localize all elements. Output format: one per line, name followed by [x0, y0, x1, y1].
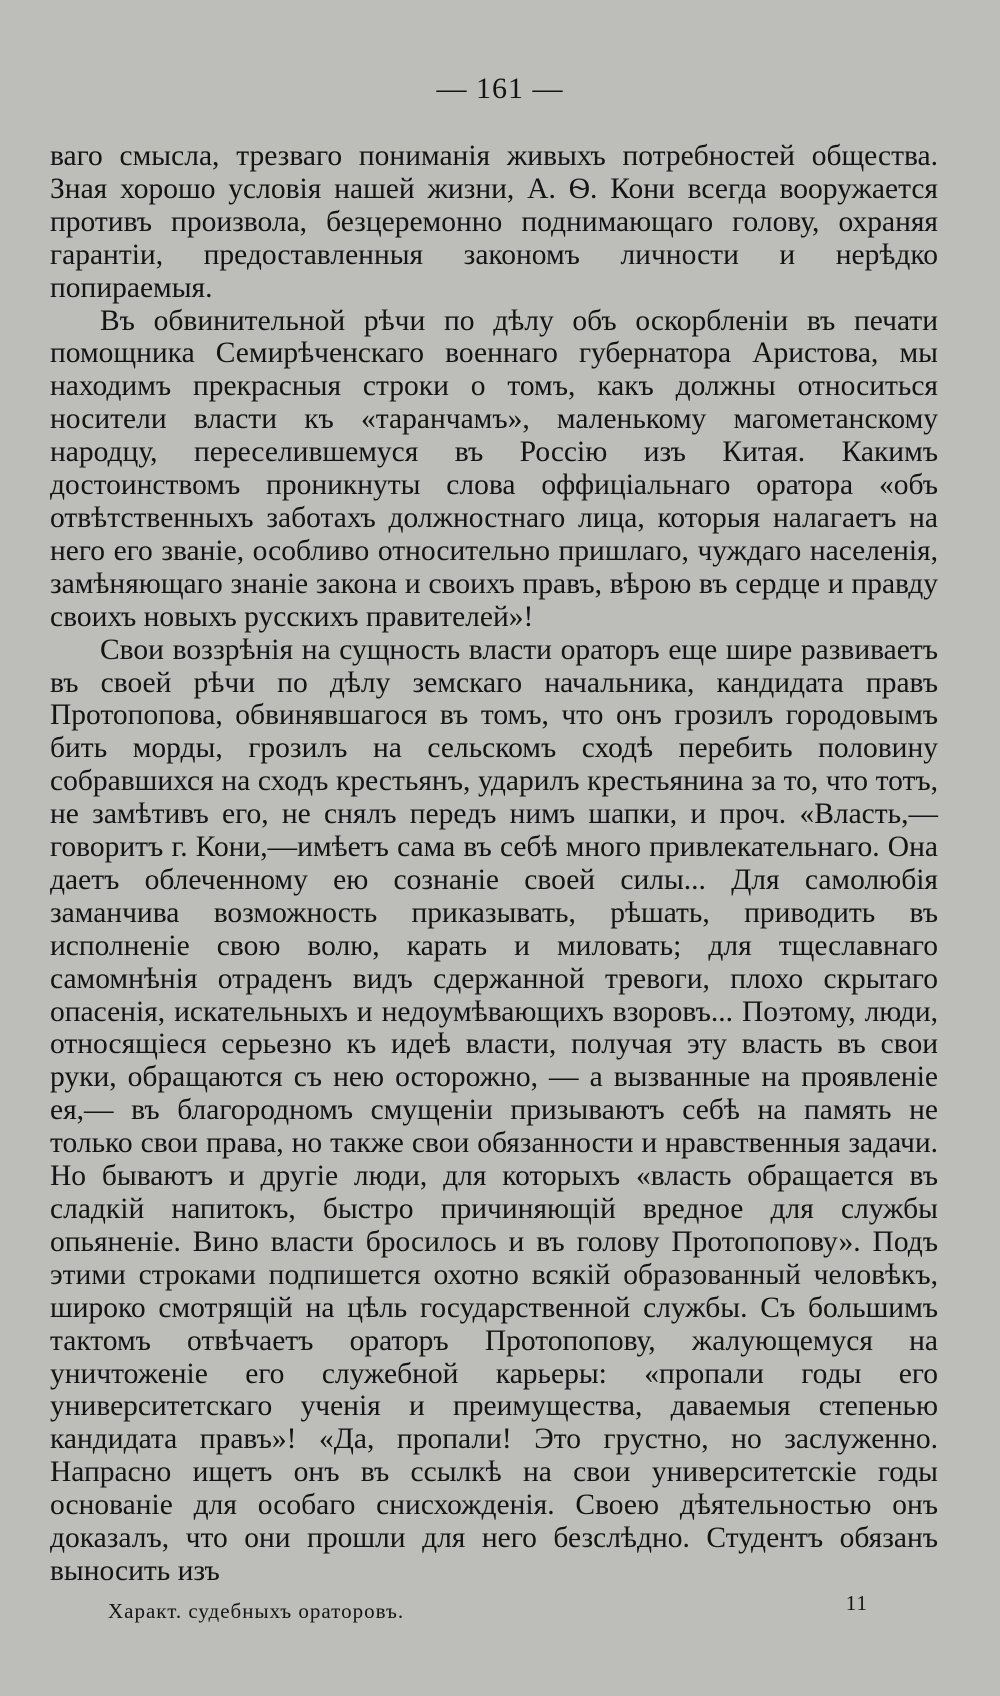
page-number: — 161 —: [436, 72, 564, 105]
signature-mark: Характ. судебныхъ ораторовъ.: [108, 1599, 405, 1623]
paragraph-2: Въ обвинительной рѣчи по дѣлу объ оскорбленіи въ печати помощника Семирѣченскаго военнаго губернатора Аристова, мы находимъ прекрасныя строки о томъ, какъ должны относиться носители власти къ «таранчамъ», маленькому магометанскому народцу, переселившемуся въ Россію изъ Китая. Какимъ достоинствомъ проникнуты слова оффиціальнаго оратора «объ отвѣтственныхъ заботахъ должностнаго лица, которыя налагаетъ на него его званіе, особливо относительно пришлаго, чуждаго населенія, замѣняющаго знаніе закона и своихъ правъ, вѣрою въ сердце и правду своихъ новыхъ русскихъ правителей»!: [50, 304, 938, 633]
paragraph-1: ваго смысла, трезваго пониманія живыхъ потребностей общества. Зная хорошо условія нашей жизни, А. Ѳ. Кони всегда вооружается противъ произвола, безцеремонно поднимающаго голову, охраняя гарантіи, предоставленныя закономъ личности и нерѣдко попираемыя.: [50, 140, 938, 304]
sheet-number: 11: [845, 1591, 868, 1615]
body-text: [50, 140, 938, 1588]
paragraph-3: Свои воззрѣнія на сущность власти ораторъ еще шире развиваетъ въ своей рѣчи по дѣлу земскаго начальника, кандидата правъ Протопопова, обвинявшагося въ томъ, что онъ грозилъ городовымъ бить морды, грозилъ на сельскомъ сходѣ перебить половину собравшихся на сходъ крестьянъ, ударилъ крестьянина за то, что тотъ, не замѣтивъ его, не снялъ передъ нимъ шапки, и проч. «Власть,— говоритъ г. Кони,—имѣетъ сама въ себѣ много привлекательнаго. Она даетъ облеченному ею сознаніе своей силы... Для самолюбія заманчива возможность приказывать, рѣшать, приводить въ исполненіе свою волю, карать и миловать; для тщеславнаго самомнѣнія отраденъ видъ сдержанной тревоги, плохо скрытаго опасенія, искательныхъ и недоумѣвающихъ взоровъ... Поэтому, люди, относящіеся серьезно къ идеѣ власти, получая эту власть въ свои руки, обращаются съ нею осторожно, — а вызванные на проявленіе ея,— въ благородномъ смущеніи призываютъ себѣ на память не только свои права, но также свои обязанности и нравственныя задачи. Но бываютъ и другіе люди, для которыхъ «власть обращается въ сладкій напитокъ, быстро причиняющій вредное для службы опьяненіе. Вино власти бросилось и въ голову Протопопову». Подъ этими строками подпишется охотно всякій образованный человѣкъ, широко смотрящій на цѣль государственной службы. Съ большимъ тактомъ отвѣчаетъ ораторъ Протопопову, жалующемуся на уничтоженіе его служебной карьеры: «пропали годы его университетскаго ученія и преимущества, даваемыя степенью кандидата правъ»! «Да, пропали! Это грустно, но заслуженно. Напрасно ищетъ онъ въ ссылкѣ на свои университетскіе годы основаніе для особаго снисхожденія. Своею дѣятельностью онъ доказалъ, что они прошли для него безслѣдно. Студентъ обязанъ выносить изъ: [50, 633, 938, 1587]
